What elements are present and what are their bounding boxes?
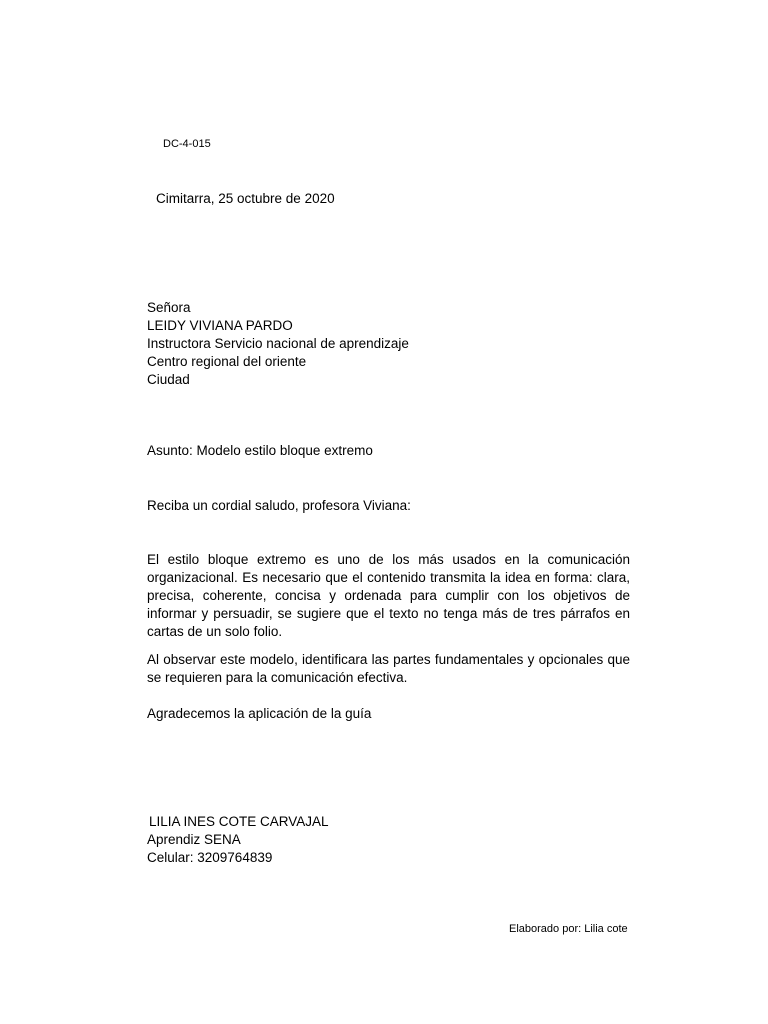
letter-body — [147, 551, 630, 697]
recipient-salutation-title: Señora — [147, 300, 191, 315]
signature-block — [147, 813, 329, 867]
recipient-city: Ciudad — [147, 372, 190, 387]
signer-role: Aprendiz SENA — [147, 832, 241, 847]
body-paragraph: Al observar este modelo, identificara las partes fundamentales y opcionales que se requieren para la comunicación efectiva. — [147, 652, 630, 685]
recipient-organization: Centro regional del oriente — [147, 354, 307, 369]
subject-line: Asunto: Modelo estilo bloque extremo — [147, 443, 373, 458]
date-line: Cimitarra, 25 octubre de 2020 — [156, 191, 335, 206]
closing-line: Agradecemos la aplicación de la guía — [147, 706, 372, 721]
prepared-by-footer: Elaborado por: Lilia cote — [509, 923, 628, 935]
recipient-block — [147, 299, 409, 389]
document-code: DC-4-015 — [163, 138, 211, 150]
greeting-line: Reciba un cordial saludo, profesora Viviana: — [147, 498, 411, 513]
body-paragraph: El estilo bloque extremo es uno de los más usados en la comunicación organizacional. Es necesario que el contenido transmita la idea en forma: clara, precisa, coherente, concisa y ordenada para cumplir con los objetivos de informar y persuadir, se sugiere que el texto no tenga más de tres párrafos en cartas de un solo folio. — [147, 552, 630, 639]
recipient-position: Instructora Servicio nacional de aprendizaje — [147, 336, 409, 351]
recipient-name: LEIDY VIVIANA PARDO — [147, 318, 293, 333]
signer-phone: Celular: 3209764839 — [147, 850, 273, 865]
signer-name: LILIA INES COTE CARVAJAL — [149, 814, 329, 829]
